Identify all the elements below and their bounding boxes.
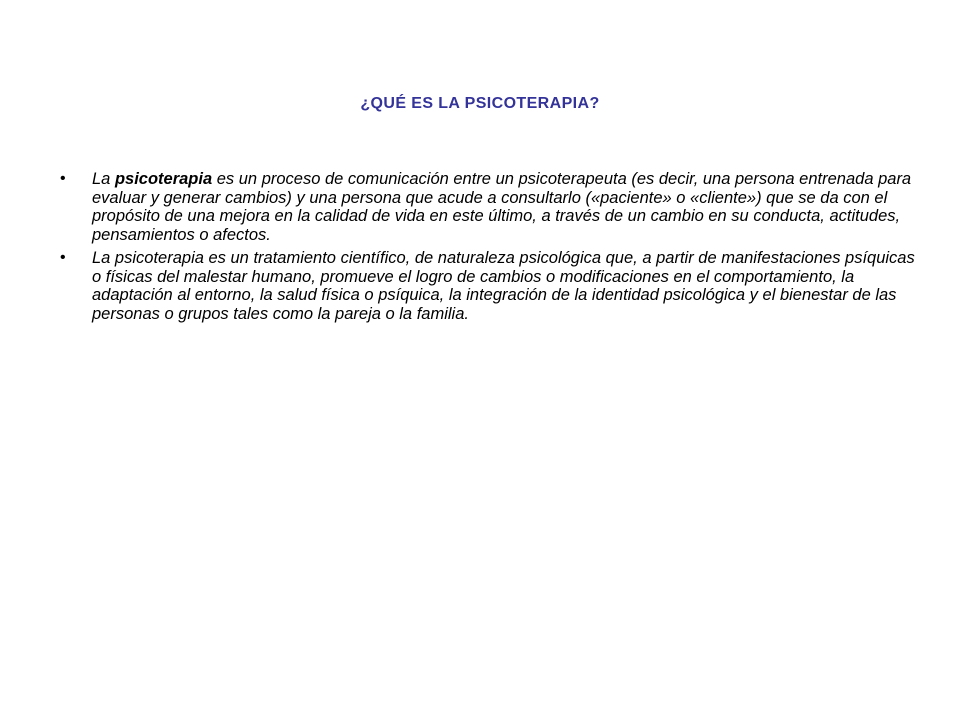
bullet-term: psicoterapia	[114, 170, 213, 188]
bullet-body-text: es un proceso de comunicación entre un psicoterapeuta (es decir, una persona entrenada para evaluar y generar cambios) y una persona que acude a consultarlo («paciente» o «cliente») que se da con el propósito de una mejora en la calidad de vida en este último, a través de un cambio en su conducta, actitudes, pensamientos o afectos.	[92, 170, 912, 244]
bullet-list	[60, 170, 920, 328]
bullet-item-definition	[60, 170, 920, 244]
bullet-lead-text: La	[92, 170, 115, 188]
bullet-item-treatment	[60, 249, 920, 323]
slide-title: ¿QUÉ ES LA PSICOTERAPIA?	[360, 95, 600, 112]
bullet-icon: •	[60, 249, 66, 266]
bullet-icon: •	[60, 170, 66, 187]
bullet-body-text: La psicoterapia es un tratamiento científico, de naturaleza psicológica que, a partir de manifestaciones psíquicas o físicas del malestar humano, promueve el logro de cambios o modificaciones en el comportamiento, la adaptación al entorno, la salud física o psíquica, la integración de la identidad psicológica y el bienestar de las personas o grupos tales como la pareja o la familia.	[92, 249, 915, 323]
